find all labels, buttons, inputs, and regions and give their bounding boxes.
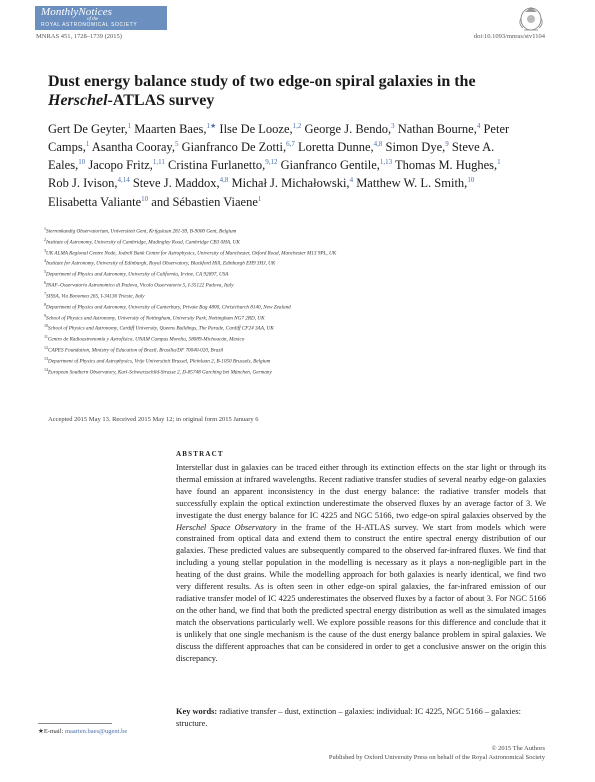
- author-name: Gianfranco Gentile,: [280, 158, 380, 173]
- keywords: [176, 706, 546, 730]
- author-affiliation-marker: 1: [257, 194, 262, 203]
- author-list: [48, 119, 518, 210]
- author-affiliation-marker: 1: [127, 122, 132, 130]
- affiliation-item: [44, 279, 554, 290]
- author-affiliation-marker: 1,13: [379, 158, 393, 167]
- publication-dates: Accepted 2015 May 13. Received 2015 May 12; in original form 2015 January 6: [48, 416, 259, 423]
- author-name: Steve A. Eales,: [48, 140, 495, 173]
- royal-astronomical-society-crest-icon: [516, 4, 546, 32]
- affiliation-item: [44, 236, 554, 247]
- affiliation-number: 6: [44, 280, 46, 286]
- affiliation-item: [44, 257, 554, 268]
- author-name: Steve J. Maddox,: [132, 176, 220, 191]
- abstract-body: [176, 462, 546, 664]
- author-affiliation-marker: 4: [349, 176, 354, 185]
- affiliation-text: Centro de Radioastronomía y Astrofísica, UNAM Campus Morelia, 58089-Michoacán, Mexico: [47, 337, 245, 344]
- author-affiliation-marker: 1: [497, 158, 501, 167]
- author-name: Asantha Cooray,: [91, 140, 175, 155]
- author-name: Nathan Bourne,: [397, 122, 477, 137]
- journal-society: ROYAL ASTRONOMICAL SOCIETY: [41, 22, 138, 28]
- affiliation-text: INAF–Osservatorio Astronomico di Padova, Vicolo Osservatorio 5, I-35122 Padova, Italy: [46, 282, 234, 289]
- author-affiliation-marker: 1★: [206, 122, 217, 130]
- affiliation-number: 13: [44, 355, 48, 361]
- footnote-email: [38, 727, 127, 735]
- affiliation-number: 10: [44, 323, 48, 329]
- author-name: Matthew W. L. Smith,: [356, 176, 468, 191]
- copyright-line-1: © 2015 The Authors: [491, 745, 545, 752]
- author-name: and Sébastien Viaene: [151, 194, 258, 209]
- abstract-italic: Herschel Space Observatory: [176, 522, 277, 532]
- title-rest: -ATLAS survey: [107, 92, 215, 109]
- title-italic: Herschel: [48, 92, 108, 109]
- author-affiliation-marker: 1,2: [292, 122, 302, 130]
- affiliation-item: [44, 312, 554, 323]
- title-line-1: Dust energy balance study of two edge-on spiral galaxies in the: [48, 73, 476, 90]
- affiliation-number: 7: [44, 290, 46, 296]
- author-affiliation-marker: 10: [467, 176, 475, 185]
- author-affiliation-marker: 10: [141, 194, 149, 203]
- footnote-rule: [38, 723, 112, 724]
- author-affiliation-marker: 5: [175, 140, 179, 149]
- affiliation-number: 12: [44, 345, 48, 351]
- journal-of: of the: [87, 17, 99, 22]
- author-affiliation-marker: 1,11: [152, 158, 165, 167]
- author-name: George J. Bendo,: [304, 122, 392, 137]
- author-name: Maarten Baes,: [134, 122, 207, 137]
- author-affiliation-marker: 1: [85, 140, 90, 149]
- affiliation-number: 1: [44, 226, 46, 231]
- affiliation-text: Department of Physics and Astronomy, University of Canterbury, Private Bag 4800, Christchurch 8140, New Zealand: [46, 304, 291, 311]
- affiliation-number: 14: [44, 366, 48, 372]
- author-name: Loretta Dunne,: [297, 140, 374, 155]
- affiliation-text: School of Physics and Astronomy, University of Nottingham, University Park, Nottingham NG7 2RD, UK: [46, 315, 265, 322]
- journal-name: MonthlyNotices: [41, 6, 113, 18]
- author-name: Ilse De Looze,: [219, 122, 293, 137]
- affiliation-item: [44, 344, 554, 355]
- affiliation-number: 11: [44, 334, 48, 340]
- affiliation-item: [44, 247, 554, 258]
- affiliation-number: 9: [44, 312, 46, 318]
- author-affiliation-marker: 4,8: [373, 140, 383, 149]
- affiliation-item: [44, 268, 554, 279]
- affiliation-text: UK ALMA Regional Centre Node, Jodrell Bank Centre for Astrophysics, University of Manchester, Oxford Road, Manchester M13 9PL, UK: [46, 250, 337, 257]
- author-name: Peter Camps,: [48, 122, 510, 155]
- affiliation-item: [44, 355, 554, 366]
- affiliation-text: SISSA, Via Bonomea 265, I-34136 Trieste, Italy: [46, 293, 145, 300]
- affiliation-number: 8: [44, 301, 46, 307]
- affiliation-item: [44, 322, 554, 333]
- affiliation-text: European Southern Observatory, Karl-Schwarzschild-Strasse 2, D-85748 Garching bei München, Germany: [48, 369, 272, 376]
- author-name: Gert De Geyter,: [48, 122, 128, 137]
- author-affiliation-marker: 4: [476, 122, 481, 130]
- author-name: Cristina Furlanetto,: [168, 158, 266, 173]
- affiliation-number: 2: [44, 236, 46, 242]
- author-affiliation-marker: 9,12: [265, 158, 278, 167]
- abstract-part-2: in the frame of the H-ATLAS survey. We start from models which were constrained from optical data and extend them to construct the entire spectral energy distribution of our galaxies. These predicted values are subsequently compared to the observed far-infrared fluxes. We find that including a young stellar population in the modelling is necessary as it plays a non-negligible part in the heating of the dust grains. While the modelling approach for both galaxies is nearly identical, we find two very different results. As is often seen in other edge-on spiral galaxies, the far-infrared emission of our radiative transfer model of IC 4225 underestimates the observed fluxes by a factor of about 3. For NGC 5166 on the other hand, we find that both the predicted spectral energy distribution as well as the simulated images match the observations particularly well. We explore possible reasons for this difference and conclude that it is unlikely that one single mechanism is the cause of the dust energy balance problem in spiral galaxies. We discuss the different approaches that can be considered in order to get a conclusive answer on the origin this discrepancy.: [176, 522, 546, 663]
- author-affiliation-marker: 10: [78, 158, 86, 167]
- copyright: [329, 744, 545, 762]
- affiliation-text: CAPES Foundation, Ministry of Education of Brazil, Brasília/DF 70040-020, Brazil: [48, 347, 224, 354]
- paper-title: [48, 72, 548, 110]
- affiliation-text: Institute for Astronomy, University of Edinburgh, Royal Observatory, Blackford Hill, Edinburgh EH9 3HJ, UK: [46, 261, 276, 268]
- author-name: Gianfranco De Zotti,: [181, 140, 287, 155]
- author-name: Michał J. Michałowski,: [231, 176, 350, 191]
- affiliation-item: [44, 225, 554, 236]
- affiliation-number: 4: [44, 258, 46, 264]
- affiliation-item: [44, 290, 554, 301]
- affiliation-list: [44, 225, 554, 377]
- copyright-line-2: Published by Oxford University Press on behalf of the Royal Astronomical Society: [328, 754, 545, 761]
- affiliation-item: [44, 301, 554, 312]
- affiliation-text: School of Physics and Astronomy, Cardiff University, Queens Buildings, The Parade, Cardiff CF24 3AA, UK: [48, 326, 274, 333]
- affiliation-item: [44, 333, 554, 344]
- journal-masthead: [35, 6, 167, 30]
- author-affiliation-marker: 6,7: [286, 140, 295, 149]
- affiliation-text: Sterrenkundig Observatorium, Universiteit Gent, Krijgslaan 281-S9, B-9000 Gent, Belgium: [46, 228, 237, 235]
- author-name: Jacopo Fritz,: [88, 158, 153, 173]
- abstract-heading: ABSTRACT: [176, 450, 224, 458]
- affiliation-item: [44, 366, 554, 377]
- author-name: Elisabetta Valiante: [48, 194, 142, 209]
- title-line-2: [48, 91, 548, 110]
- keywords-text: radiative transfer – dust, extinction – galaxies: individual: IC 4225, NGC 5166 – galaxies: structure.: [176, 707, 521, 728]
- email-link[interactable]: maarten.baes@ugent.be: [64, 728, 128, 735]
- footnote-prefix: ★E-mail:: [38, 728, 65, 735]
- keywords-label: Key words:: [176, 707, 218, 716]
- author-name: Thomas M. Hughes,: [395, 158, 498, 173]
- author-name: Rob J. Ivison,: [48, 176, 118, 191]
- abstract-part-1: Interstellar dust in galaxies can be traced either through its extinction effects on the star light or through its thermal emission at infrared wavelengths. Recent radiative transfer studies of several nearby edge-on galaxies have found an apparent inconsistency in the dust energy balance: the radiative transfer models that successfully explain the optical extinction underestimate the observed fluxes by an average factor of 3. We investigate the dust energy balance for IC 4225 and NGC 5166, two edge-on spiral galaxies observed by the: [176, 463, 546, 520]
- affiliation-text: Institute of Astronomy, University of Cambridge, Madingley Road, Cambridge CB3 0HA, UK: [46, 239, 240, 246]
- running-head-citation: MNRAS 451, 1728–1739 (2015): [36, 33, 122, 40]
- author-affiliation-marker: 3: [391, 122, 395, 130]
- affiliation-text: Department of Physics and Astronomy, University of California, Irvine, CA 92697, USA: [46, 272, 229, 279]
- author-name: Simon Dye,: [385, 140, 446, 155]
- affiliation-number: 5: [44, 269, 46, 275]
- running-head-doi[interactable]: doi:10.1093/mnras/stv1104: [473, 33, 545, 40]
- author-affiliation-marker: 4,14: [117, 176, 130, 185]
- author-affiliation-marker: 4,8: [219, 176, 229, 185]
- author-affiliation-marker: 9: [445, 140, 449, 149]
- affiliation-text: Department of Physics and Astrophysics, Vrije Universiteit Brussel, Pleinlaan 2, B-1050 Brussels, Belgium: [48, 358, 271, 365]
- affiliation-number: 3: [44, 247, 46, 253]
